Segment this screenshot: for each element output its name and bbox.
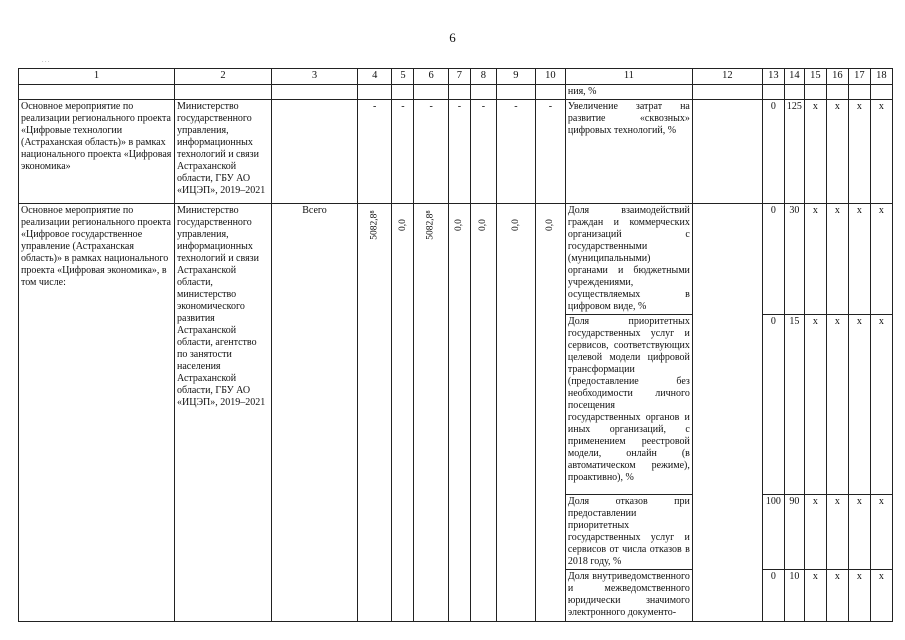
col-header: 15 bbox=[804, 69, 826, 85]
amount-cell: 5082,8⁸ bbox=[369, 210, 380, 240]
indicator-continuation: ния, % bbox=[565, 85, 692, 100]
header-row bbox=[19, 69, 893, 85]
col-header: 14 bbox=[784, 69, 804, 85]
col-header: 9 bbox=[496, 69, 535, 85]
x-cell: x bbox=[848, 204, 870, 315]
dash-cell: - bbox=[470, 100, 496, 204]
funding-type-cell: Всего bbox=[272, 204, 358, 622]
indicator-cell: Доля внутриведомственного и межведомственного юридически значимого электронного документо- bbox=[565, 570, 692, 622]
value-cell: 0 bbox=[762, 570, 784, 622]
col-header: 4 bbox=[358, 69, 392, 85]
dash-cell: - bbox=[414, 100, 448, 204]
continuation-row bbox=[19, 85, 893, 100]
value-cell: 15 bbox=[784, 315, 804, 495]
dash-cell: - bbox=[496, 100, 535, 204]
x-cell: x bbox=[870, 570, 892, 622]
dash-cell: - bbox=[358, 100, 392, 204]
table-row bbox=[19, 100, 893, 204]
indicator-cell: Доля отказов при предоставлении приоритетных государственных услуг и сервисов от числа отказов в 2018 году, % bbox=[565, 495, 692, 570]
col-header: 8 bbox=[470, 69, 496, 85]
value-cell: 0 bbox=[762, 315, 784, 495]
amount-cell: 0,0 bbox=[478, 219, 489, 231]
x-cell: x bbox=[826, 315, 848, 495]
amount-cell: 0,0 bbox=[397, 219, 408, 231]
x-cell: x bbox=[804, 570, 826, 622]
col-header: 1 bbox=[19, 69, 175, 85]
value-cell: 30 bbox=[784, 204, 804, 315]
executor-cell: Министерство государственного управления, информационных технологий и связи Астраханской области, министерство экономического развития Астраханской области, агентство по занятости населения Астраханской области, ГБУ АО «ИЦЭП», 2019–2021 bbox=[175, 204, 272, 622]
value-cell: 90 bbox=[784, 495, 804, 570]
measure-cell: Основное мероприятие по реализации регионального проекта «Цифровые технологии (Астраханская область)» в рамках национального проекта «Цифровая экономика» bbox=[19, 100, 175, 204]
col-header: 18 bbox=[870, 69, 892, 85]
x-cell: x bbox=[870, 204, 892, 315]
page-number: 6 bbox=[449, 30, 456, 45]
amount-cell: 0,0 bbox=[510, 219, 521, 231]
x-cell: x bbox=[826, 100, 848, 204]
col-header: 7 bbox=[448, 69, 470, 85]
amount-cell: 5082,8⁸ bbox=[426, 210, 437, 240]
value-cell: 100 bbox=[762, 495, 784, 570]
col-header: 17 bbox=[848, 69, 870, 85]
col-header: 5 bbox=[392, 69, 414, 85]
x-cell: x bbox=[870, 495, 892, 570]
col-header: 10 bbox=[535, 69, 565, 85]
col-header: 16 bbox=[826, 69, 848, 85]
col-header: 11 bbox=[565, 69, 692, 85]
value-cell: 125 bbox=[784, 100, 804, 204]
x-cell: x bbox=[870, 315, 892, 495]
x-cell: x bbox=[826, 204, 848, 315]
x-cell: x bbox=[848, 315, 870, 495]
measure-cell: Основное мероприятие по реализации регионального проекта «Цифровое государственное управление (Астраханская область)» в рамках национального проекта «Цифровая экономика», в том числе: bbox=[19, 204, 175, 622]
x-cell: x bbox=[804, 315, 826, 495]
dash-cell: - bbox=[535, 100, 565, 204]
x-cell: x bbox=[804, 204, 826, 315]
col-header: 6 bbox=[414, 69, 448, 85]
x-cell: x bbox=[848, 570, 870, 622]
indicator-cell: Доля взаимодействий граждан и коммерческих организаций с государственными (муниципальными) органами и бюджетными учреждениями, осуществляемых в цифровом виде, % bbox=[565, 204, 692, 315]
value-cell: 0 bbox=[762, 204, 784, 315]
x-cell: x bbox=[826, 495, 848, 570]
x-cell: x bbox=[870, 100, 892, 204]
executor-cell: Министерство государственного управления, информационных технологий и связи Астраханской области, ГБУ АО «ИЦЭП», 2019–2021 bbox=[175, 100, 272, 204]
x-cell: x bbox=[804, 100, 826, 204]
table-row bbox=[19, 204, 893, 315]
col-header: 2 bbox=[175, 69, 272, 85]
col-header: 13 bbox=[762, 69, 784, 85]
value-cell: 0 bbox=[762, 100, 784, 204]
x-cell: x bbox=[848, 100, 870, 204]
dash-cell: - bbox=[392, 100, 414, 204]
program-table bbox=[18, 68, 893, 622]
x-cell: x bbox=[848, 495, 870, 570]
x-cell: x bbox=[826, 570, 848, 622]
amount-cell: 0,0 bbox=[454, 219, 465, 231]
amount-cell: 0,0 bbox=[545, 219, 556, 231]
dash-cell: - bbox=[448, 100, 470, 204]
value-cell: 10 bbox=[784, 570, 804, 622]
indicator-cell: Увеличение затрат на развитие «сквозных» цифровых технологий, % bbox=[565, 100, 692, 204]
col-header: 12 bbox=[692, 69, 762, 85]
x-cell: x bbox=[804, 495, 826, 570]
scan-marks: . . . bbox=[42, 58, 50, 64]
col-header: 3 bbox=[272, 69, 358, 85]
indicator-cell: Доля приоритетных государственных услуг и сервисов, соответствующих целевой модели цифровой трансформации (предоставление без необходимости личного посещения государственных органов и иных организаций, с применением реестровой модели, онлайн (в автоматическом режиме), проактивно), % bbox=[565, 315, 692, 495]
